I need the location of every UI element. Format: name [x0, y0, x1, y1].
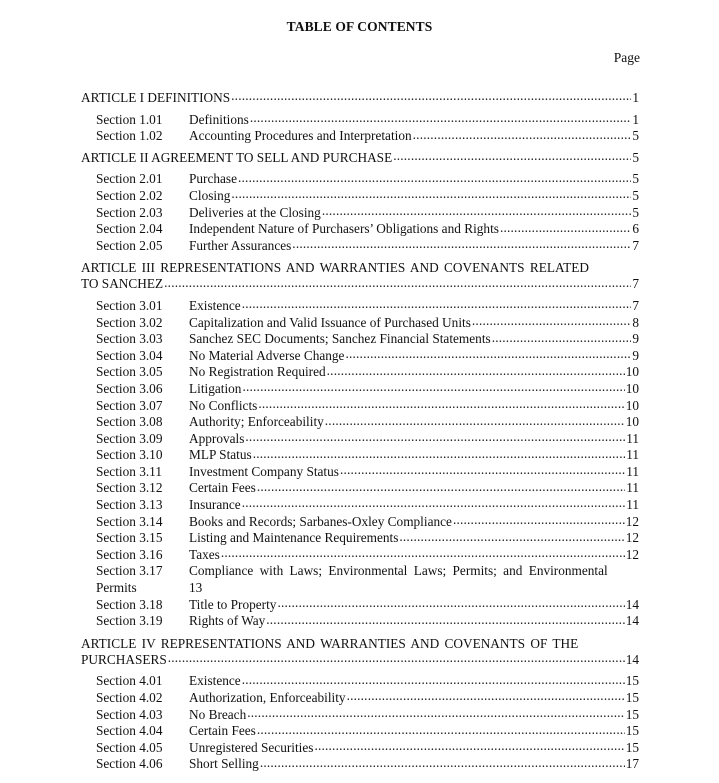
section-title: Deliveries at the Closing — [189, 204, 321, 220]
dot-leader — [238, 171, 631, 183]
section-title: Short Selling — [189, 756, 259, 772]
toc-section-3-16[interactable] — [81, 547, 639, 564]
toc-section-3-11[interactable] — [81, 464, 639, 481]
toc-section-4-06[interactable] — [81, 756, 639, 773]
page-number: 11 — [626, 447, 639, 463]
section-number: Section 2.04 — [96, 221, 163, 237]
section-title: Litigation — [189, 380, 242, 396]
dot-leader — [168, 652, 625, 664]
section-title: MLP Status — [189, 447, 252, 463]
section-number: Section 3.15 — [96, 530, 163, 546]
page-number: 17 — [625, 756, 639, 772]
dot-leader — [453, 514, 625, 526]
toc-section-3-15[interactable] — [81, 530, 639, 547]
dot-leader — [327, 364, 625, 376]
page-number: 10 — [625, 380, 639, 396]
section-title-continuation: Permits — [96, 580, 137, 596]
section-number: Section 3.09 — [96, 430, 163, 446]
toc-section-3-13[interactable] — [81, 497, 639, 514]
dot-leader — [250, 112, 632, 124]
toc-section-4-01[interactable] — [81, 673, 639, 690]
section-title: Insurance — [189, 497, 241, 513]
page-number: 6 — [632, 221, 639, 237]
toc-title: TABLE OF CONTENTS — [286, 19, 433, 34]
page-number: 1 — [632, 111, 639, 127]
page-number: 10 — [625, 364, 639, 380]
toc-section-1-01[interactable] — [81, 112, 639, 129]
section-number: Section 3.18 — [96, 596, 163, 612]
section-title: Listing and Maintenance Requirements — [189, 530, 399, 546]
article-label-line1: ARTICLE IV REPRESENTATIONS AND WARRANTIES AND COVENANTS OF THE — [81, 635, 579, 651]
toc-section-3-18[interactable] — [81, 597, 639, 614]
section-number: Section 1.02 — [96, 128, 163, 144]
dot-leader — [266, 613, 624, 625]
page-number: 15 — [625, 723, 639, 739]
dot-leader — [231, 188, 631, 200]
toc-section-1-02[interactable] — [81, 128, 639, 145]
toc-section-3-14[interactable] — [81, 514, 639, 531]
page-number: 7 — [632, 276, 639, 292]
page-number: 12 — [625, 530, 639, 546]
page-number: 15 — [625, 673, 639, 689]
toc-section-2-04[interactable] — [81, 221, 639, 238]
toc-section-2-02[interactable] — [81, 188, 639, 205]
toc-section-3-06[interactable] — [81, 381, 639, 398]
article-label: ARTICLE II AGREEMENT TO SELL AND PURCHASE — [81, 149, 393, 165]
toc-section-2-03[interactable] — [81, 205, 639, 222]
dot-leader — [492, 331, 632, 343]
section-title: Approvals — [189, 430, 245, 446]
toc-article-4[interactable] — [81, 635, 639, 669]
section-number: Section 4.04 — [96, 723, 163, 739]
dot-leader — [242, 497, 626, 509]
page-number: 15 — [625, 706, 639, 722]
section-title: Title to Property — [189, 596, 277, 612]
dot-leader — [231, 90, 631, 102]
section-number: Section 2.05 — [96, 237, 163, 253]
dot-leader — [322, 205, 632, 217]
page-number: 7 — [632, 237, 639, 253]
page-number: 9 — [632, 331, 639, 347]
dot-leader — [399, 530, 624, 542]
section-title: No Conflicts — [189, 397, 258, 413]
toc-section-3-01[interactable] — [81, 298, 639, 315]
dot-leader — [257, 723, 625, 735]
dot-leader — [500, 221, 631, 233]
section-title: Independent Nature of Purchasers’ Obligations and Rights — [189, 221, 499, 237]
section-number: Section 3.06 — [96, 380, 163, 396]
section-title: Rights of Way — [189, 613, 266, 629]
toc-section-3-04[interactable] — [81, 348, 639, 365]
page-number: 13 — [189, 580, 203, 596]
page-number: 14 — [625, 651, 639, 667]
dot-leader — [347, 690, 625, 702]
toc-article-3[interactable] — [81, 259, 639, 293]
toc-section-3-19[interactable] — [81, 613, 639, 630]
toc-section-2-01[interactable] — [81, 171, 639, 188]
section-title: Authorization, Enforceability — [189, 690, 346, 705]
section-number: Section 3.03 — [96, 331, 163, 347]
section-title: Further Assurances — [189, 237, 292, 253]
page-number: 15 — [625, 739, 639, 755]
section-title: Capitalization and Valid Issuance of Purchased Units — [189, 314, 471, 330]
section-number: Section 4.06 — [96, 756, 163, 772]
section-number: Section 4.05 — [96, 739, 163, 755]
dot-leader — [413, 128, 632, 140]
toc-section-4-04[interactable] — [81, 723, 639, 740]
section-number: Section 3.08 — [96, 414, 163, 430]
section-number: Section 2.03 — [96, 204, 163, 220]
section-title: Authority; Enforceability — [189, 414, 324, 430]
section-title: Purchase — [189, 171, 237, 187]
toc-section-3-12[interactable] — [81, 480, 639, 497]
dot-leader — [221, 547, 625, 559]
toc-section-4-02[interactable] — [81, 690, 639, 707]
dot-leader — [340, 464, 625, 476]
toc-section-3-03[interactable] — [81, 331, 639, 348]
section-title: Definitions — [189, 111, 249, 127]
page-number: 14 — [625, 613, 639, 629]
page-column-label: Page — [613, 50, 640, 65]
section-number: Section 3.14 — [96, 513, 163, 529]
toc-section-3-07[interactable] — [81, 398, 639, 415]
section-number: Section 3.01 — [96, 297, 163, 313]
page-number: 10 — [625, 414, 639, 430]
section-number: Section 3.07 — [96, 397, 163, 413]
page-number: 14 — [625, 596, 639, 612]
dot-leader — [277, 597, 624, 609]
page-number: 9 — [632, 347, 639, 363]
section-title: Certain Fees — [189, 723, 256, 739]
page-number: 11 — [626, 463, 639, 479]
dot-leader — [164, 276, 631, 288]
toc-section-3-05[interactable] — [81, 364, 639, 381]
article-label-line2: TO SANCHEZ — [81, 276, 164, 292]
section-number: Section 3.13 — [96, 497, 163, 513]
section-number: Section 3.05 — [96, 364, 163, 380]
toc-section-3-02[interactable] — [81, 315, 639, 332]
page-number: 11 — [626, 497, 639, 513]
page-number: 7 — [632, 297, 639, 313]
article-label-line1: ARTICLE III REPRESENTATIONS AND WARRANTIES AND COVENANTS RELATED — [81, 260, 589, 276]
page-number: 11 — [626, 430, 639, 446]
section-title: Investment Company Status — [189, 463, 339, 479]
section-number: Section 1.01 — [96, 111, 163, 127]
dot-leader — [245, 431, 625, 443]
page-number: 11 — [626, 480, 639, 496]
section-number: Section 3.19 — [96, 613, 163, 629]
section-number: Section 3.17 — [96, 563, 163, 579]
toc-section-3-09[interactable] — [81, 431, 639, 448]
toc-section-4-03[interactable] — [81, 707, 639, 724]
dot-leader — [253, 447, 626, 459]
dot-leader — [325, 414, 625, 426]
page-number: 5 — [632, 187, 639, 203]
section-number: Section 4.02 — [96, 690, 163, 705]
article-label: ARTICLE I DEFINITIONS — [81, 90, 231, 105]
dot-leader — [258, 398, 624, 410]
section-number: Section 3.16 — [96, 546, 163, 562]
section-number: Section 4.03 — [96, 706, 163, 722]
section-number: Section 2.01 — [96, 171, 163, 187]
section-title: Existence — [189, 297, 241, 313]
section-title: Compliance with Laws; Environmental Laws; Permits; and Environmental — [189, 563, 608, 579]
page-number: 12 — [625, 513, 639, 529]
page-number: 5 — [632, 149, 639, 165]
dot-leader — [393, 150, 631, 162]
section-title: Sanchez SEC Documents; Sanchez Financial Statements — [189, 331, 491, 347]
section-title: Taxes — [189, 546, 220, 562]
toc-article-1[interactable] — [81, 90, 639, 107]
table-of-contents — [81, 90, 639, 773]
section-number: Section 3.02 — [96, 314, 163, 330]
section-title: Closing — [189, 187, 231, 203]
section-title: Accounting Procedures and Interpretation — [189, 128, 412, 144]
page-number: 1 — [632, 90, 639, 105]
section-title: Existence — [189, 673, 241, 689]
page-number: 12 — [625, 546, 639, 562]
toc-section-3-08[interactable] — [81, 414, 639, 431]
section-title: No Registration Required — [189, 364, 326, 380]
section-number: Section 3.10 — [96, 447, 163, 463]
dot-leader — [292, 238, 631, 250]
dot-leader — [242, 298, 632, 310]
toc-section-3-10[interactable] — [81, 447, 639, 464]
page-number: 5 — [632, 204, 639, 220]
dot-leader — [247, 707, 624, 719]
dot-leader — [260, 756, 625, 768]
dot-leader — [257, 480, 625, 492]
page-number: 5 — [632, 128, 639, 144]
toc-article-2[interactable] — [81, 150, 639, 167]
toc-section-2-05[interactable] — [81, 238, 639, 255]
dot-leader — [242, 381, 624, 393]
page-number: 8 — [632, 314, 639, 330]
dot-leader — [314, 740, 624, 752]
section-number: Section 3.12 — [96, 480, 163, 496]
section-number: Section 2.02 — [96, 187, 163, 203]
section-title: Certain Fees — [189, 480, 256, 496]
page-number: 15 — [625, 690, 639, 705]
article-label-line2: PURCHASERS — [81, 651, 167, 667]
section-title: Unregistered Securities — [189, 739, 314, 755]
section-title: Books and Records; Sarbanes-Oxley Compliance — [189, 513, 452, 529]
section-number: Section 3.04 — [96, 347, 163, 363]
toc-section-4-05[interactable] — [81, 740, 639, 757]
dot-leader — [242, 673, 625, 685]
section-number: Section 4.01 — [96, 673, 163, 689]
page-number: 10 — [625, 397, 639, 413]
section-title: No Material Adverse Change — [189, 347, 345, 363]
toc-section-3-17[interactable] — [81, 563, 639, 596]
dot-leader — [472, 315, 631, 327]
section-number: Section 3.11 — [96, 463, 162, 479]
section-title: No Breach — [189, 706, 247, 722]
dot-leader — [345, 348, 631, 360]
page-number: 5 — [632, 171, 639, 187]
